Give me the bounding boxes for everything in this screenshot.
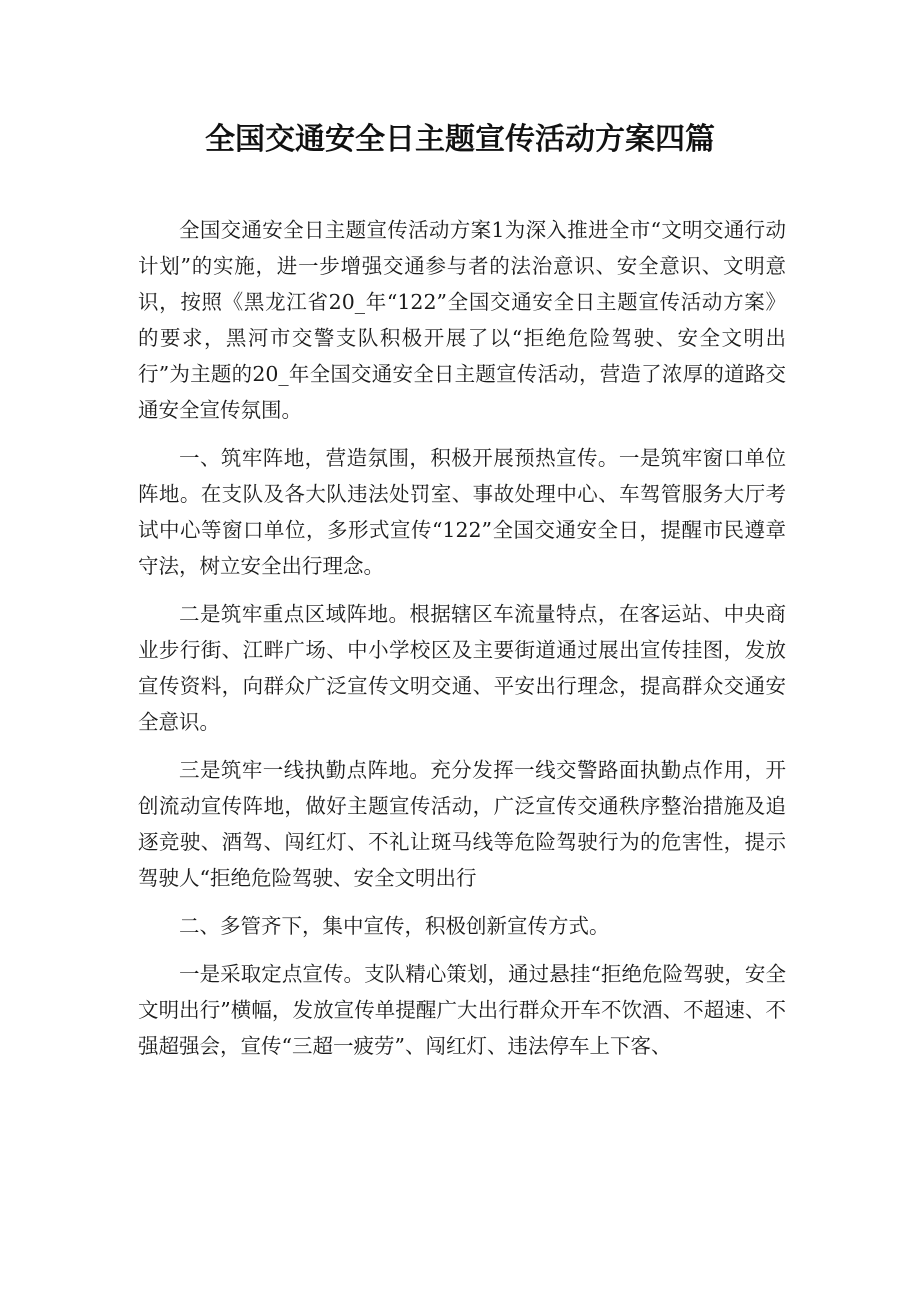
paragraph-1: 全国交通安全日主题宣传活动方案1为深入推进全市“文明交通行动计划”的实施，进一步增强交通参与者的法治意识、安全意识、文明意识，按照《黑龙江省20_年“122”全国交通安全日主题宣传活动方案》的要求，黑河市交警支队积极开展了以“拒绝危险驾驶、安全文明出行”为主题的20_年全国交通安全日主题宣传活动，营造了浓厚的道路交通安全宣传氛围。 (138, 218, 786, 422)
paragraph-2: 一、筑牢阵地，营造氛围，积极开展预热宣传。一是筑牢窗口单位阵地。在支队及各大队违法处罚室、事故处理中心、车驾管服务大厅考试中心等窗口单位，多形式宣传“122”全国交通安全日，提醒市民遵章守法，树立安全出行理念。 (138, 446, 786, 578)
paragraph-5: 二、多管齐下，集中宣传，积极创新宣传方式。 (179, 914, 610, 938)
document-body (138, 212, 786, 1064)
paragraph-6: 一是采取定点宣传。支队精心策划，通过悬挂“拒绝危险驾驶，安全文明出行”横幅，发放宣传单提醒广大出行群众开车不饮酒、不超速、不强超强会，宣传“三超一疲劳”、闯红灯、违法停车上下客、 (138, 962, 786, 1058)
document-title: 全国交通安全日主题宣传活动方案四篇 (205, 122, 715, 157)
paragraph-4: 三是筑牢一线执勤点阵地。充分发挥一线交警路面执勤点作用，开创流动宣传阵地，做好主题宣传活动，广泛宣传交通秩序整治措施及追逐竞驶、酒驾、闯红灯、不礼让斑马线等危险驾驶行为的危害性，提示驾驶人“拒绝危险驾驶、安全文明出行 (138, 758, 786, 890)
paragraph-3: 二是筑牢重点区域阵地。根据辖区车流量特点，在客运站、中央商业步行街、江畔广场、中小学校区及主要街道通过展出宣传挂图，发放宣传资料，向群众广泛宣传文明交通、平安出行理念，提高群众交通安全意识。 (138, 602, 786, 734)
